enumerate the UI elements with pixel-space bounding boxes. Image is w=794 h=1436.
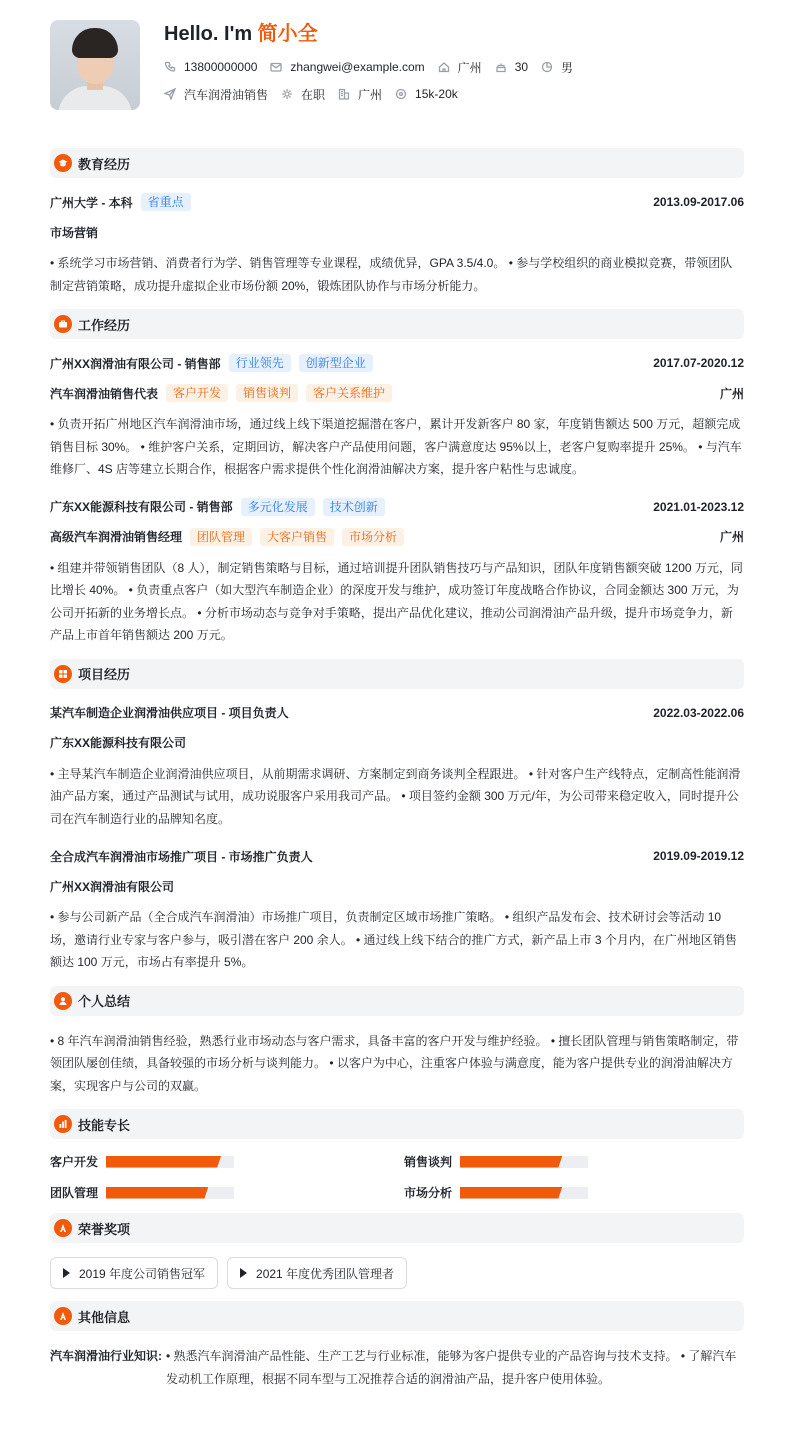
greeting-title: Hello. I'm 简小全 [164, 23, 318, 45]
company-tag: 行业领先 [229, 354, 291, 372]
work-entry [50, 353, 744, 481]
briefcase-icon [54, 315, 72, 333]
section-header-education: 教育经历 [50, 148, 744, 178]
other-info [50, 1345, 744, 1390]
candidate-name: 简小全 [257, 23, 318, 45]
skill-item: 客户开发 [50, 1153, 404, 1170]
project-entry [50, 703, 744, 831]
job-intent-item: 汽车润滑油销售 [164, 86, 268, 103]
skill-tag: 市场分析 [342, 528, 404, 546]
bar-chart-icon [54, 1115, 72, 1133]
contact-row [164, 59, 586, 75]
other-value: • 熟悉汽车润滑油产品性能、生产工艺与行业标准，能够为客户提供专业的产品咨询与技术支持。 • 了解汽车发动机工作原理，根据不同车型与工况推荐合适的润滑油产品，提升客户使用体验。 [166, 1349, 737, 1386]
work-entry [50, 497, 744, 647]
position: 汽车润滑油销售代表 [50, 386, 159, 401]
skill-bar [460, 1187, 588, 1199]
other-label: 汽车润滑油行业知识: [50, 1349, 162, 1363]
education-desc: • 系统学习市场营销、消费者行为学、销售管理等专业课程，成绩优异，GPA 3.5/4.0。 • 参与学校组织的商业模拟竞赛，带领团队制定营销策略，成功提升虚拟企业市场份额 20%，锻炼团队协作与市场分析能力。 [50, 256, 733, 293]
skill-item: 销售谈判 [404, 1153, 744, 1170]
skill-tag: 客户关系维护 [306, 384, 392, 402]
project-company: 广州XX润滑油有限公司 [50, 879, 175, 894]
education-entry [50, 192, 744, 297]
job-row [164, 86, 586, 102]
gender-icon [541, 61, 553, 73]
company-tag: 技术创新 [323, 498, 385, 516]
work-desc: • 负责开拓广州地区汽车润滑油市场，通过线上线下渠道挖掘潜在客户，累计开发新客户 80 家，年度销售额达 500 万元，超额完成销售目标 30%。 • 维护客户关系，定期回访，解决客户产品使用问题，客户满意度达 95%以上，老客户复购率提升 25%。 • 与汽车维修厂、4S 店等建立长期合作，根据客户需求提供个性化润滑油解决方案，提升客户粘性与忠诚度。 [50, 417, 742, 476]
school-name: 广州大学 - 本科 [50, 195, 133, 210]
school-tag: 省重点 [141, 193, 191, 211]
work-city: 广州 [719, 530, 744, 544]
skill-tag: 大客户销售 [260, 528, 334, 546]
education-date: 2013.09-2017.06 [653, 195, 744, 209]
age-icon [495, 61, 507, 73]
skills-grid [50, 1153, 744, 1201]
work-desc: • 组建并带领销售团队（8 人），制定销售策略与目标，通过培训提升团队销售技巧与产品知识，团队年度销售额突破 1200 万元，同比增长 40%。 • 负责重点客户（如大型汽车制造企业）的深度开发与维护，成功签订年度战略合作协议，合同金额达 300 万元，为公司开拓新的业务增长点。 • 分析市场动态与竞争对手策略，提出产品优化建议，推动公司润滑油产品升级，提升市场竞争力，新产品上市首年销售额达 200 万元。 [50, 560, 743, 642]
project-title: 全合成汽车润滑油市场推广项目 - 市场推广负责人 [50, 849, 313, 864]
job-status-item: 在职 [281, 86, 325, 103]
position: 高级汽车润滑油销售经理 [50, 530, 183, 544]
work-city: 广州 [719, 386, 744, 401]
age-item: 30 [495, 60, 528, 74]
section-header-honors: 荣誉奖项 [50, 1213, 744, 1243]
salary-icon [395, 88, 407, 100]
section-header-work: 工作经历 [50, 309, 744, 339]
project-entry [50, 846, 744, 974]
summary-text: • 8 年汽车润滑油销售经验，熟悉行业市场动态与客户需求，具备丰富的客户开发与维护经验。 • 擅长团队管理与销售策略制定，带领团队屡创佳绩，具备较强的市场分析与谈判能力。 • 以客户为中心，注重客户体验与满意度，能为客户提供专业的润滑油解决方案，实现客户与公司的双赢。 [50, 1033, 739, 1093]
gender-item: 男 [541, 59, 573, 76]
skill-tag: 客户开发 [166, 384, 228, 402]
skill-bar [460, 1156, 588, 1168]
company-name: 广东XX能源科技有限公司 - 销售部 [50, 500, 233, 514]
project-desc: • 主导某汽车制造企业润滑油供应项目，从前期需求调研、方案制定到商务谈判全程跟进。 • 针对客户生产线特点，定制高性能润滑油产品方案，通过产品测试与试用，成功说服客户采用我司产品。 • 项目签约金额 300 万元/年，为公司带来稳定收入，同时提升公司在汽车制造行业的品牌知名度。 [50, 766, 741, 826]
company-name: 广州XX润滑油有限公司 - 销售部 [50, 356, 221, 371]
award-icon [54, 1307, 72, 1325]
honors-list [50, 1257, 744, 1289]
major: 市场营销 [50, 225, 99, 240]
user-icon [54, 992, 72, 1010]
send-icon [164, 88, 176, 100]
project-title: 某汽车制造企业润滑油供应项目 - 项目负责人 [50, 706, 289, 720]
project-date: 2022.03-2022.06 [653, 705, 744, 720]
project-company: 广东XX能源科技有限公司 [50, 736, 187, 750]
graduation-cap-icon [54, 154, 72, 172]
resume-header [50, 20, 744, 130]
building-icon [338, 88, 350, 100]
work-date: 2021.01-2023.12 [653, 499, 744, 514]
email-item: zhangwei@example.com [270, 60, 424, 74]
skill-tag: 销售谈判 [236, 384, 298, 402]
honor-item: 2019 年度公司销售冠军 [50, 1257, 218, 1289]
salary-item: 15k-20k [395, 87, 458, 101]
status-icon [281, 88, 293, 100]
skill-item: 市场分析 [404, 1184, 744, 1201]
mail-icon [270, 61, 282, 73]
section-header-skills: 技能专长 [50, 1109, 744, 1139]
skill-bar [106, 1187, 234, 1199]
project-date: 2019.09-2019.12 [653, 849, 744, 863]
location-item: 广州 [438, 59, 482, 76]
section-header-projects: 项目经历 [50, 659, 744, 689]
work-city-item: 广州 [338, 86, 382, 103]
play-icon [63, 1268, 70, 1278]
section-header-summary: 个人总结 [50, 986, 744, 1016]
honor-item: 2021 年度优秀团队管理者 [227, 1257, 407, 1289]
phone-item: 13800000000 [164, 60, 257, 74]
grid-icon [54, 665, 72, 683]
section-header-other: 其他信息 [50, 1301, 744, 1331]
award-icon [54, 1219, 72, 1237]
home-icon [438, 61, 450, 73]
skill-item: 团队管理 [50, 1184, 404, 1201]
phone-icon [164, 61, 176, 73]
skill-bar [106, 1156, 234, 1168]
company-tag: 创新型企业 [299, 354, 373, 372]
play-icon [240, 1268, 247, 1278]
avatar [50, 20, 140, 110]
company-tag: 多元化发展 [241, 498, 315, 516]
skill-tag: 团队管理 [190, 528, 252, 546]
project-desc: • 参与公司新产品（全合成汽车润滑油）市场推广项目，负责制定区域市场推广策略。 • 组织产品发布会、技术研讨会等活动 10 场，邀请行业专家与客户参与，吸引潜在客户 200 余人。 • 通过线上线下结合的推广方式，新产品上市 3 个月内，在广州地区销售额达 100 万元，市场占有率提升 5%。 [50, 910, 737, 969]
work-date: 2017.07-2020.12 [653, 356, 744, 370]
